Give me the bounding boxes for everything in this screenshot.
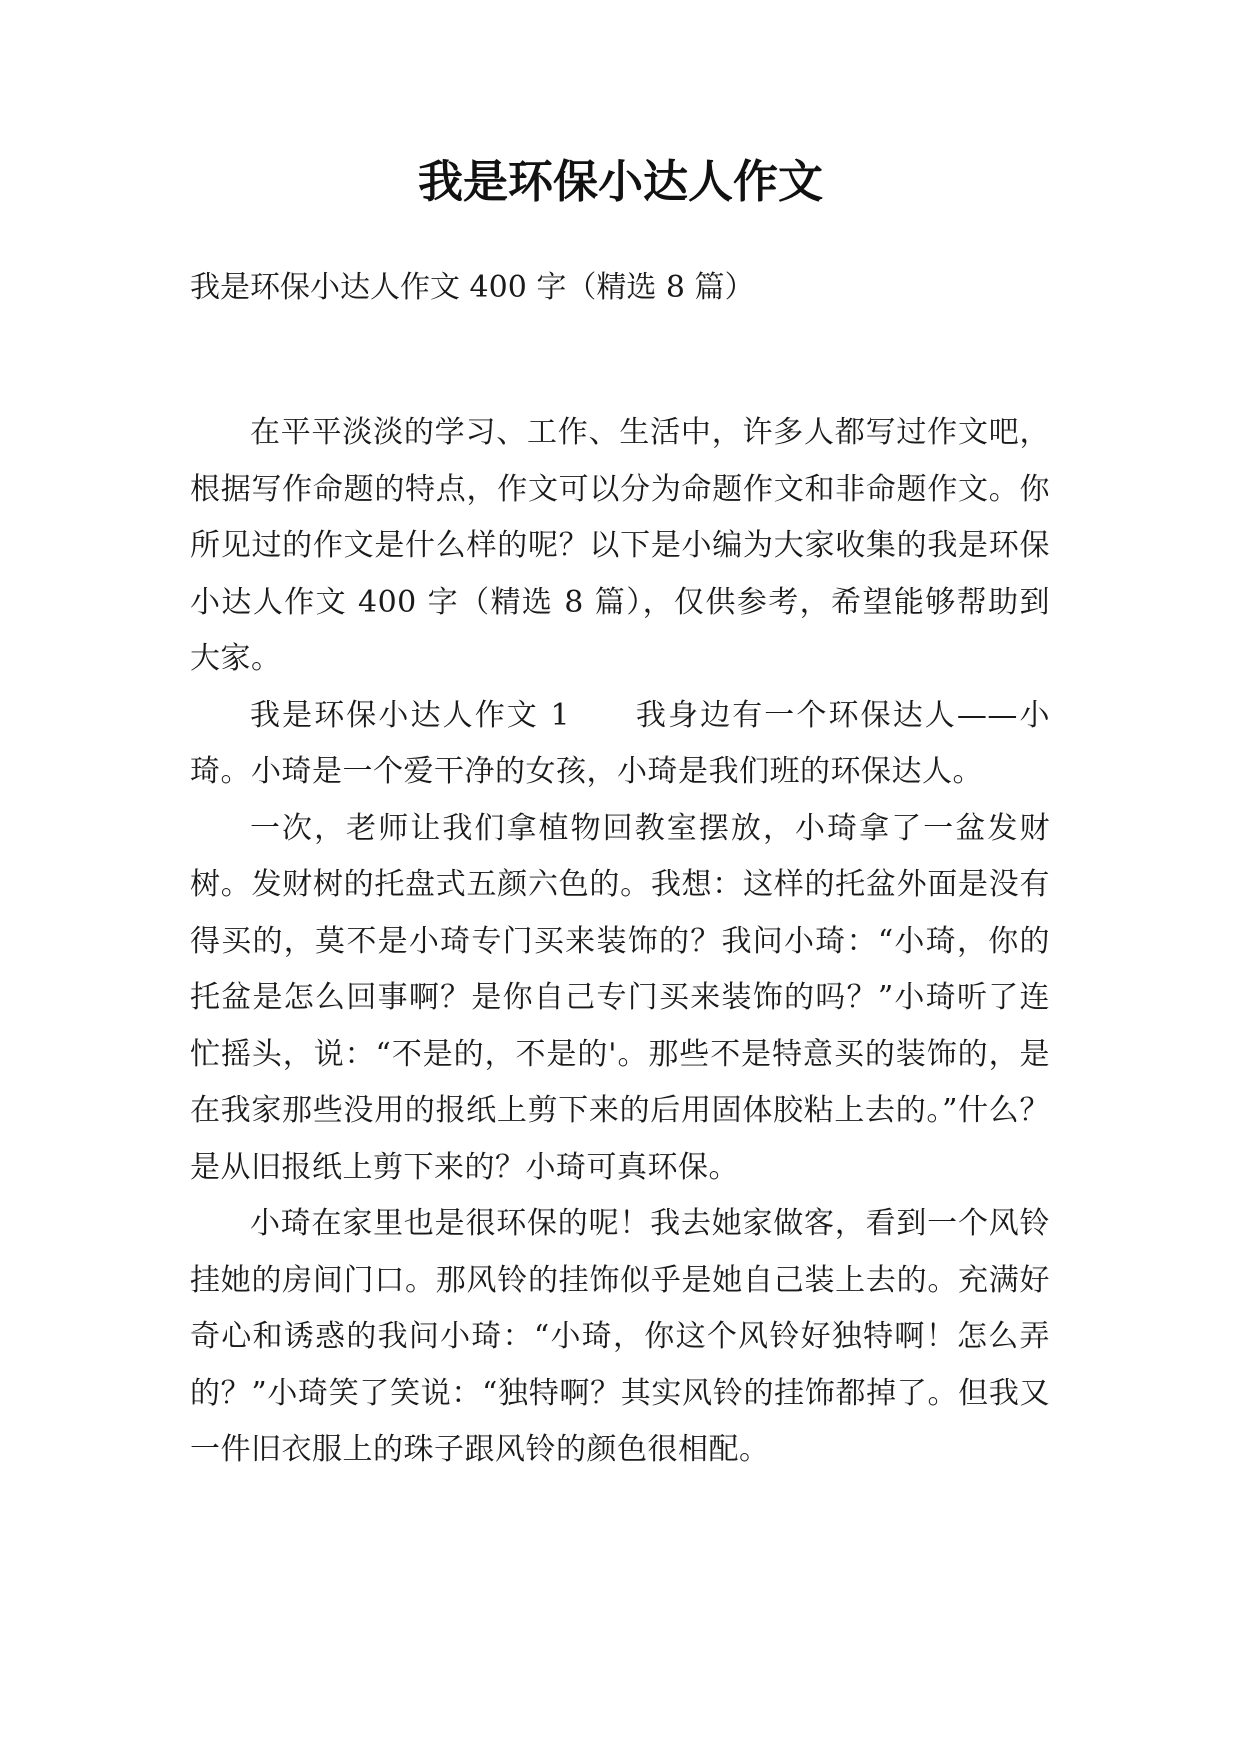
document-title: 我是环保小达人作文 <box>417 155 823 208</box>
paragraph-essay-1-opening: 我是环保小达人作文 1 我身边有一个环保达人——小琦。小琦是一个爱干净的女孩，小琦是我们班的环保达人。 <box>190 697 1050 789</box>
paragraph-intro: 在平平淡淡的学习、工作、生活中，许多人都写过作文吧，根据写作命题的特点，作文可以分为命题作文和非命题作文。你所见过的作文是什么样的呢？以下是小编为大家收集的我是环保小达人作文 400 字（精选 8 篇），仅供参考，希望能够帮助到大家。 <box>190 415 1050 676</box>
paragraph-wind-chime: 小琦在家里也是很环保的呢！我去她家做客，看到一个风铃挂她的房间门口。那风铃的挂饰似乎是她自己装上去的。充满好奇心和诱惑的我问小琦：“小琦，你这个风铃好独特啊！怎么弄的？”小琦笑了笑说：“独特啊？其实风铃的挂饰都掉了。但我又一件旧衣服上的珠子跟风铃的颜色很相配。 <box>190 1206 1050 1467</box>
paragraph-plant-tray: 一次，老师让我们拿植物回教室摆放，小琦拿了一盆发财树。发财树的托盘式五颜六色的。我想：这样的托盆外面是没有得买的，莫不是小琦专门买来装饰的？我问小琦：“小琦，你的托盆是怎么回事啊？是你自己专门买来装饰的吗？”小琦听了连忙摇头，说：“不是的，不是的'。那些不是特意买的装饰的，是在我家那些没用的报纸上剪下来的后用固体胶粘上去的。”什么？是从旧报纸上剪下来的？小琦可真环保。 <box>190 810 1050 1185</box>
document-subtitle: 我是环保小达人作文 400 字（精选 8 篇） <box>190 270 755 305</box>
document-body <box>190 405 1050 1479</box>
